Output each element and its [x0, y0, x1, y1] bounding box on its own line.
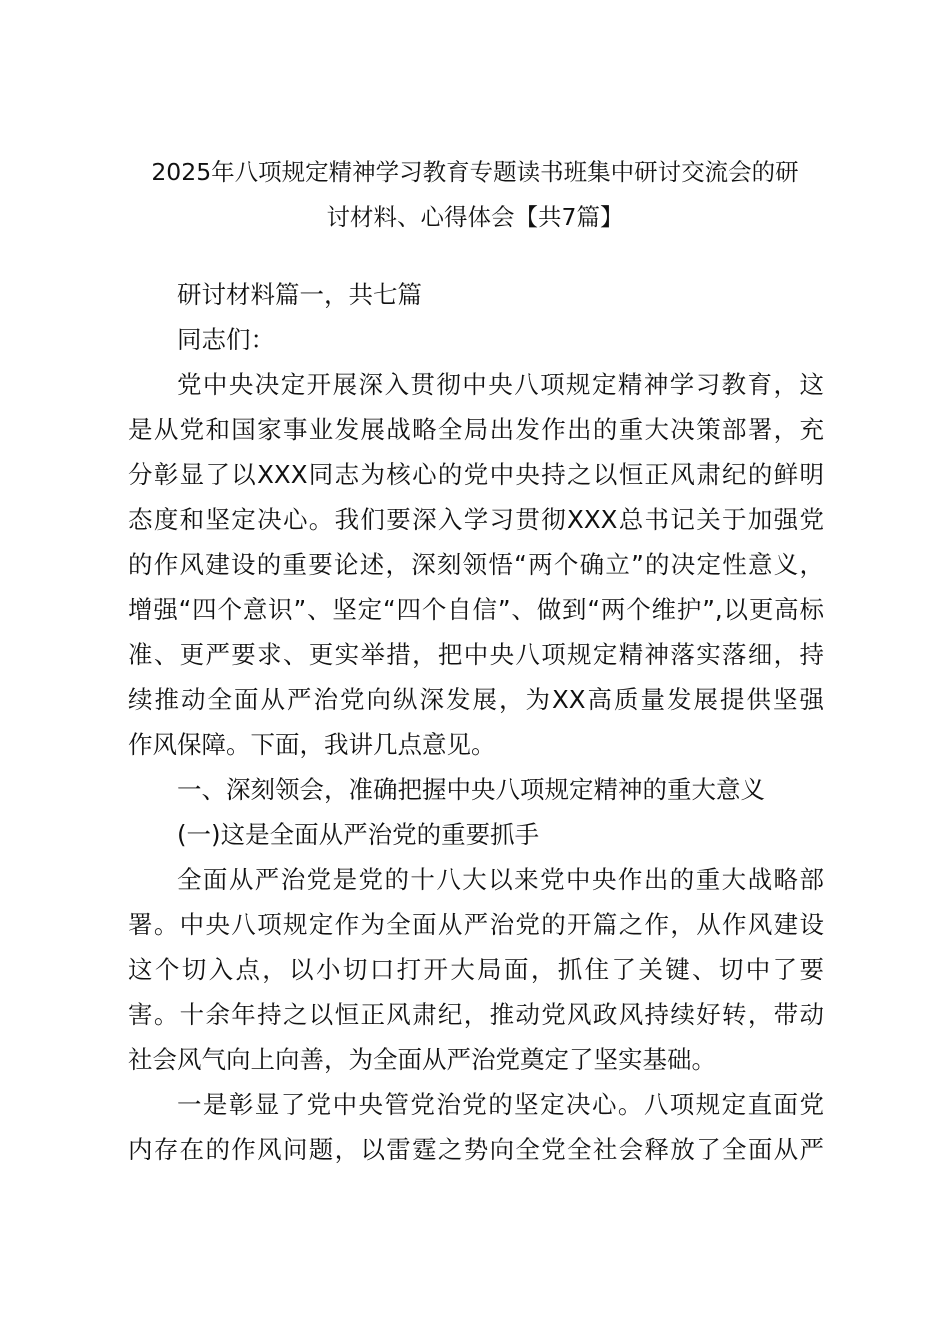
paragraph-line: 态度和坚定决心。我们要深入学习贯彻XXX总书记关于加强党 — [128, 505, 824, 534]
title-line-2: 讨材料、心得体会【共7篇】 — [326, 203, 624, 231]
paragraph-line: 续推动全面从严治党向纵深发展，为XX高质量发展提供坚强 — [128, 685, 824, 714]
paragraph-line: 内存在的作风问题，以雷霆之势向全党全社会释放了全面从严 — [128, 1135, 824, 1164]
paragraph-line: 党中央决定开展深入贯彻中央八项规定精神学习教育，这 — [177, 370, 824, 399]
paragraph-strategy — [128, 857, 824, 1082]
paragraph-line: 这个切入点，以小切口打开大局面，抓住了关键、切中了要 — [128, 955, 824, 984]
subtitle: 研讨材料篇一，共七篇 — [177, 280, 422, 309]
document-body — [128, 272, 824, 1172]
paragraph-line: 全面从严治党是党的十八大以来党中央作出的重大战略部 — [177, 865, 824, 894]
paragraph-line: 署。中央八项规定作为全面从严治党的开篇之作，从作风建设 — [128, 910, 824, 939]
paragraph-line: 一是彰显了党中央管党治党的坚定决心。八项规定直面党 — [177, 1090, 824, 1119]
document-title — [100, 150, 850, 240]
paragraph-line: 的作风建设的重要论述，深刻领悟“两个确立”的决定性意义， — [128, 550, 824, 579]
paragraph-line: 增强“四个意识”、坚定“四个自信”、做到“两个维护”,以更高标 — [128, 595, 824, 624]
subsection-heading: (一)这是全面从严治党的重要抓手 — [177, 820, 540, 849]
paragraph-line: 作风保障。下面，我讲几点意见。 — [128, 730, 496, 759]
paragraph-line: 社会风气向上向善，为全面从严治党奠定了坚实基础。 — [128, 1045, 716, 1074]
paragraph-determination — [128, 1082, 824, 1172]
section-heading: 一、深刻领会，准确把握中央八项规定精神的重大意义 — [177, 775, 765, 804]
paragraph-line: 害。十余年持之以恒正风肃纪，推动党风政风持续好转，带动 — [128, 1000, 824, 1029]
paragraph-line: 是从党和国家事业发展战略全局出发作出的重大决策部署，充 — [128, 415, 824, 444]
salutation: 同志们： — [177, 325, 275, 354]
paragraph-line: 分彰显了以XXX同志为核心的党中央持之以恒正风肃纪的鲜明 — [128, 460, 824, 489]
title-line-1: 2025年八项规定精神学习教育专题读书班集中研讨交流会的研 — [151, 158, 799, 186]
paragraph-intro — [128, 362, 824, 767]
paragraph-line: 准、更严要求、更实举措，把中央八项规定精神落实落细，持 — [128, 640, 824, 669]
